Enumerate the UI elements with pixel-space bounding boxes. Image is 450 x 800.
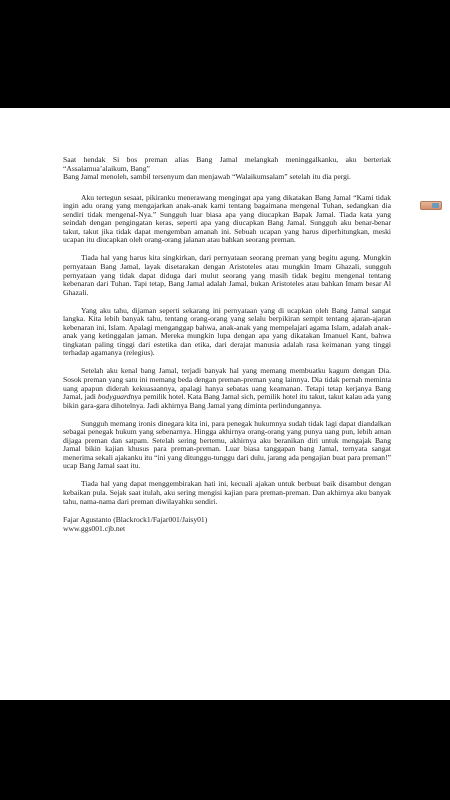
- paragraph-1: Saat hendak Si bos preman alias Bang Jamal melangkah meninggalkanku, aku berteriak “Assalamua’alaikum, Bang”: [63, 155, 391, 173]
- paragraph-6-before: Setelah aku kenal bang Jamal, terjadi banyak hal yang memang membuatku kagum dengan Dia. Sosok preman yang satu ini memang beda dengan preman-preman yang lainnya. Dia tidak pernah meminta uang apapun diderah kekuasaannya, apalagi hanya sebatas uang keamanan. Tetapi tetap kerjanya Bang Jamal, jadi: [63, 366, 391, 402]
- bottom-black-bar: [0, 700, 450, 800]
- document-page[interactable]: [0, 108, 450, 700]
- author-line: Fajar Agustanto (Blackrock1/Fajar001/Jaisy01): [63, 514, 208, 524]
- paragraph-5: Yang aku tahu, dijaman seperti sekarang ini pernyataan yang di ucapkan oleh Bang Jamal sangat langka. Kita lebih banyak tahu, tentang orang-orang yang selalu berpikiran sempit tentang ajaran-ajaran kebenaran ini, Islam. Apalagi menganggap bahwa, anak-anak yang mempelajari agama Islam, adalah anak-anak yang ketinggalan jaman. Mereka mungkin lupa dengan apa yang dikatakan Imanuel Kant, bahwa tingkatan paling tinggi dari estetika dan etika, dari derajat manusia adalah rasa keimanan yang tinggi terhadap agamanya (relegius).: [63, 305, 391, 358]
- paragraph-3: Aku tertegun sesaat, pikiranku menerawang mengingat apa yang dikatakan Bang Jamal “Kami tidak ingin adu orang yang mengajarkan anak-anak kami tentang bagaimana mengenal Tuhan, sedangkan dia sendiri tidak mengenal-Nya.” Sungguh luar biasa apa yang diucapkan Bapak Jamal. Tiada kata yang seindah dengan pengingatan keras, seperti apa yang diucapkan Bang Jamal. Sungguh aku benar-benar takut, takut jika tidak dapat mengemban amanah ini. Sebuah ucapan yang harus diperhitungkan, meski ucapan itu diucapkan oleh orang-orang jalanan atau bahkan seorang preman.: [63, 192, 391, 245]
- page-tab-icon[interactable]: [420, 201, 442, 210]
- document-body: [63, 156, 391, 534]
- top-black-bar: [0, 0, 450, 108]
- paragraph-6: [63, 367, 391, 410]
- paragraph-2: Bang Jamal menoleh, sambil tersenyum dan menjawab “Walaikumsalam” setelah itu dia pergi.: [63, 172, 351, 182]
- paragraph-6-after: nya pemilik hotel. Kata Bang Jamal sich, pemilik hotel itu takut, takut kalau ada yang bikin gara-gara dihotelnya. Jadi akhirnya Bang Jamal yang diminta perlindungannya.: [63, 392, 391, 410]
- website-line: www.ggs001.cjb.net: [63, 524, 126, 534]
- paragraph-4: Tiada hal yang harus kita singkirkan, dari pernyataan seorang preman yang begitu agung. Mungkin pernyataan Bang Jamal, layak disetarakan dengan Aristoteles atau mungkin Imam Ghazali, sungguh pernyataan yang tidak dapat diduga dari mulut seorang yang masih tidak begitu mengenal tentang kebenaran dari Tuhan. Tapi tetap, Bang Jamal adalah Jamal, bukan Aristoteles atau bahkan Imam besar Al Ghazali.: [63, 253, 391, 297]
- paragraph-8: Tiada hal yang dapat menggembirakan hati ini, kecuali ajakan untuk berbuat baik disambut dengan kebaikan pula. Sejak saat itulah, aku sering mengisi kajian para preman-preman. Dan akhirnya aku banyak tahu, nama-nama dari preman diwilayahku sendiri.: [63, 479, 391, 506]
- paragraph-7: Sungguh memang ironis dinegara kita ini, para penegak hukumnya sudah tidak lagi dapat diandalkan sebagai penegak hukum yang sebenarnya. Hingga akhirnya orang-orang yang punya uang pun, lebih aman dijaga preman dan satpam. Setelah sering bertemu, akhirnya aku beranikan diri untuk mengajak Bang Jamal bikin kajian khusus para preman-preman. Luar biasa tanggapan bang Jamal, ternyata sangat menerima sekali ajakanku itu “ini yang ditunggu-tunggu dari dulu, jarang ada pengajian buat para preman!” ucap Bang Jamal saat itu.: [63, 418, 391, 471]
- bodyguard-word: bodyguard: [97, 392, 131, 402]
